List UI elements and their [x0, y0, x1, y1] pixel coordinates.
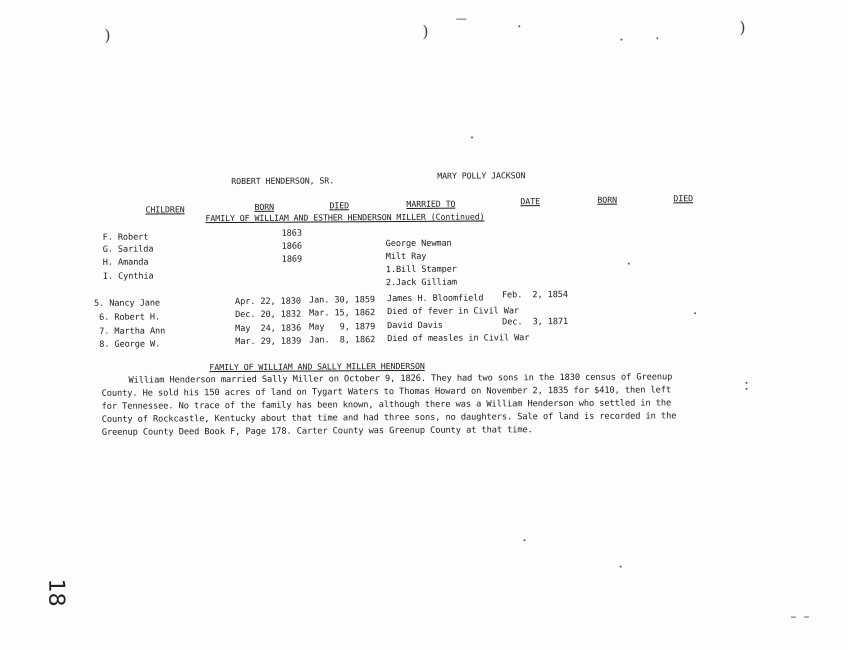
speck [746, 388, 748, 390]
child-born: May 24, 1836 [235, 323, 302, 335]
child-spouse: James H. Bloomfield [386, 293, 484, 305]
marriage-date: Feb. 2, 1854 [501, 289, 568, 301]
marriage-date: Dec. 3, 1871 [502, 316, 569, 328]
paragraph-line: County. He sold his 150 acres of land on Tygart Waters to Thomas Howard on November 2, 1835 for $410, then left [101, 385, 672, 399]
binder-mark: ) [422, 21, 429, 41]
child-born: 1866 [281, 241, 302, 252]
col-spouse-born: BORN [597, 194, 618, 205]
speck [456, 19, 466, 20]
father-name: ROBERT HENDERSON, SR. [231, 175, 335, 187]
child-born: Dec. 20, 1832 [235, 309, 302, 321]
child-note: Died of measles in Civil War [387, 333, 530, 345]
child-name: H. Amanda [102, 257, 149, 268]
child-spouse: David Davis [387, 320, 444, 332]
child-died: Jan. 30, 1859 [308, 295, 375, 306]
child-died: Jan. 8, 1862 [309, 335, 376, 346]
child-spouse: 1.Bill Stamper [385, 264, 457, 276]
speck [471, 137, 473, 139]
child-name: G. Sarilda [102, 244, 154, 255]
paragraph-line: William Henderson married Sally Miller on October 9, 1826. They had two sons in the 1830 census of Greenup [128, 372, 673, 386]
speck [804, 617, 809, 618]
child-name: 8. George W. [99, 339, 161, 350]
binder-mark: ) [739, 17, 746, 37]
paragraph-line: County of Rockcastle, Kentucky about that time and had three sons, no daughters. Sale of land is recorded in the [101, 411, 677, 425]
speck [656, 37, 658, 39]
child-spouse: George Newman [385, 238, 452, 250]
mother-name: MARY POLLY JACKSON [437, 170, 526, 181]
speck [523, 539, 525, 541]
speck [791, 617, 796, 618]
speck [694, 312, 696, 314]
child-name: 6. Robert H. [99, 312, 161, 323]
section-title-miller: FAMILY OF WILLIAM AND ESTHER HENDERSON MILLER (Continued) [205, 211, 485, 224]
speck [620, 566, 622, 568]
col-died: DIED [329, 200, 350, 211]
page-number: 18 [43, 578, 69, 607]
speck [620, 39, 622, 41]
child-name: 5. Nancy Jane [93, 298, 161, 309]
paragraph-line: Greenup County Deed Book F, Page 178. Carter County was Greenup County at that time. [101, 425, 533, 438]
child-died: Mar. 15, 1862 [309, 308, 376, 319]
child-spouse: 2.Jack Gilliam [385, 277, 457, 289]
child-note: Died of fever in Civil War [387, 306, 520, 318]
binder-mark: ) [104, 25, 111, 45]
col-children: CHILDREN [145, 204, 185, 215]
section-title-henderson: FAMILY OF WILLIAM AND SALLY MILLER HENDERSON [209, 360, 425, 373]
paragraph-line: for Tennessee. No trace of the family has been known, although there was a William Henderson who settled in the [101, 398, 672, 412]
col-date: DATE [520, 196, 541, 207]
child-born: Mar. 29, 1839 [235, 336, 302, 348]
child-spouse: Milt Ray [385, 251, 427, 263]
child-born: 1869 [281, 254, 303, 265]
speck [628, 263, 630, 265]
speck [746, 382, 748, 384]
col-born: BORN [254, 201, 275, 212]
speck [518, 25, 520, 27]
col-spouse-died: DIED [673, 193, 694, 204]
child-name: 7. Martha Ann [99, 326, 166, 337]
child-born: Apr. 22, 1830 [234, 296, 302, 308]
col-married-to: MARRIED TO [406, 198, 456, 209]
child-died: May 9, 1879 [309, 322, 376, 333]
child-name: F. Robert [102, 232, 149, 243]
child-born: 1863 [281, 228, 302, 239]
child-name: I. Cynthia [102, 271, 154, 282]
